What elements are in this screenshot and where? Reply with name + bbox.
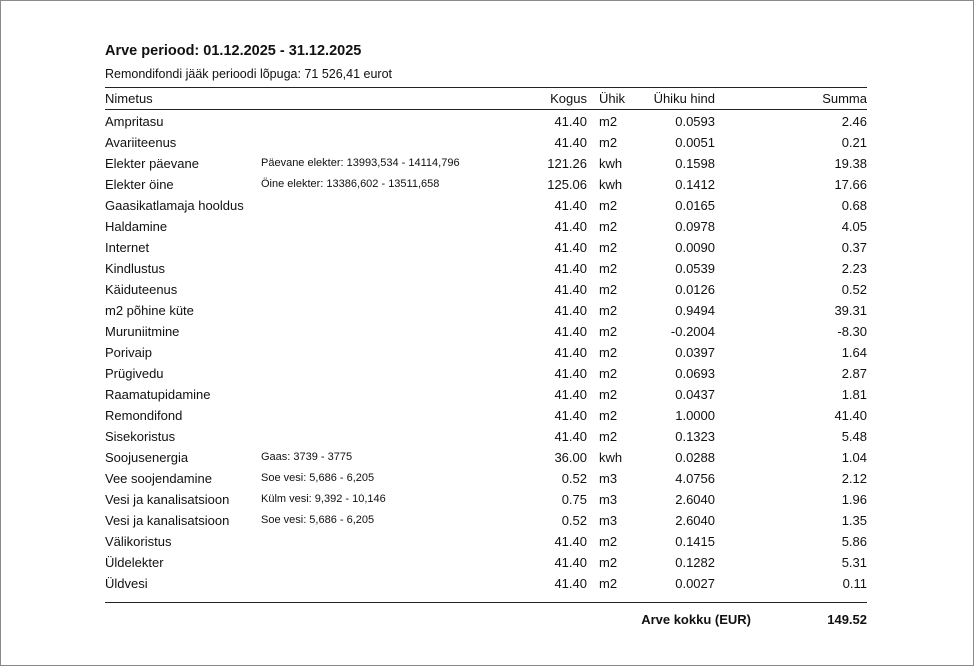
cell-unit: kwh (599, 450, 623, 465)
cell-price: 0.9494 (675, 303, 715, 318)
cell-sum: 0.52 (841, 282, 867, 297)
cell-qty: 41.40 (554, 534, 587, 549)
table-row (105, 573, 867, 594)
table-row (105, 552, 867, 573)
cell-price: 0.0126 (675, 282, 715, 297)
cell-unit: kwh (599, 156, 623, 171)
cell-sum: 2.23 (841, 261, 867, 276)
cell-qty: 41.40 (554, 387, 587, 402)
cell-unit: m2 (599, 387, 618, 402)
cell-name: Üldvesi (105, 576, 148, 591)
cell-name: Remondifond (105, 408, 183, 423)
cell-sum: 19.38 (834, 156, 867, 171)
table-row (105, 510, 867, 531)
cell-sum: 5.86 (841, 534, 867, 549)
cell-sum: 4.05 (841, 219, 867, 234)
cell-name: Üldelekter (105, 555, 164, 570)
cell-name: Sisekoristus (105, 429, 176, 444)
table-row (105, 216, 867, 237)
cell-name: Vesi ja kanalisatsioon (105, 513, 230, 528)
cell-unit: m2 (599, 282, 618, 297)
column-header-unit: Ühik (599, 91, 626, 106)
cell-qty: 36.00 (554, 450, 587, 465)
cell-qty: 41.40 (554, 219, 587, 234)
cell-unit: m2 (599, 114, 618, 129)
cell-name: m2 põhine küte (105, 303, 194, 318)
cell-name: Vee soojendamine (105, 471, 212, 486)
table-row (105, 363, 867, 384)
cell-price: -0.2004 (670, 324, 715, 339)
repair-fund-balance: Remondifondi jääk perioodi lõpuga: 71 526,41 eurot (105, 67, 393, 81)
cell-note: Külm vesi: 9,392 - 10,146 (261, 493, 386, 505)
cell-name: Gaasikatlamaja hooldus (105, 198, 244, 213)
cell-unit: m2 (599, 261, 618, 276)
table-row (105, 447, 867, 468)
cell-price: 2.6040 (675, 492, 715, 507)
cell-name: Elekter päevane (105, 156, 199, 171)
table-body (105, 110, 867, 594)
cell-qty: 41.40 (554, 324, 587, 339)
cell-price: 0.0165 (675, 198, 715, 213)
table-row (105, 237, 867, 258)
cell-sum: 0.11 (842, 576, 867, 591)
table-row (105, 321, 867, 342)
cell-qty: 41.40 (554, 429, 587, 444)
table-row (105, 300, 867, 321)
cell-qty: 0.52 (561, 513, 587, 528)
cell-name: Elekter öine (105, 177, 174, 192)
cell-unit: m2 (599, 303, 618, 318)
cell-sum: 0.68 (841, 198, 867, 213)
table-row (105, 405, 867, 426)
cell-qty: 125.06 (547, 177, 587, 192)
cell-unit: m2 (599, 366, 618, 381)
cell-qty: 41.40 (554, 135, 587, 150)
cell-price: 0.1412 (675, 177, 715, 192)
cell-price: 0.1598 (675, 156, 715, 171)
table-header (105, 88, 867, 109)
cell-note: Päevane elekter: 13993,534 - 14114,796 (261, 157, 460, 169)
cell-price: 0.0027 (675, 576, 715, 591)
cell-unit: m2 (599, 345, 618, 360)
column-header-name: Nimetus (105, 91, 153, 106)
cell-unit: m2 (599, 555, 618, 570)
table-row (105, 153, 867, 174)
invoice-content (105, 42, 867, 637)
cell-qty: 41.40 (554, 576, 587, 591)
cell-qty: 121.26 (547, 156, 587, 171)
cell-qty: 41.40 (554, 345, 587, 360)
cell-name: Käiduteenus (105, 282, 178, 297)
cell-qty: 41.40 (554, 303, 587, 318)
cell-qty: 41.40 (554, 198, 587, 213)
cell-name: Internet (105, 240, 150, 255)
cell-name: Ampritasu (105, 114, 164, 129)
cell-qty: 0.52 (561, 471, 587, 486)
cell-name: Raamatupidamine (105, 387, 211, 402)
table-row (105, 489, 867, 510)
cell-name: Avariiteenus (105, 135, 177, 150)
cell-sum: 41.40 (834, 408, 867, 423)
cell-name: Vesi ja kanalisatsioon (105, 492, 230, 507)
cell-price: 1.0000 (675, 408, 715, 423)
cell-unit: m2 (599, 576, 618, 591)
cell-qty: 0.75 (561, 492, 587, 507)
cell-sum: 2.87 (841, 366, 867, 381)
cell-price: 0.0288 (675, 450, 715, 465)
cell-qty: 41.40 (554, 240, 587, 255)
cell-price: 0.1415 (675, 534, 715, 549)
cell-note: Soe vesi: 5,686 - 6,205 (261, 472, 375, 484)
table-row (105, 111, 867, 132)
table-row (105, 279, 867, 300)
table-row (105, 384, 867, 405)
cell-name: Kindlustus (105, 261, 165, 276)
cell-unit: m2 (599, 198, 618, 213)
total-value: 149.52 (827, 612, 867, 627)
cell-price: 0.0090 (675, 240, 715, 255)
cell-sum: 5.48 (841, 429, 867, 444)
table-row (105, 342, 867, 363)
cell-price: 0.0693 (675, 366, 715, 381)
cell-qty: 41.40 (554, 282, 587, 297)
table-row (105, 531, 867, 552)
cell-qty: 41.40 (554, 408, 587, 423)
cell-qty: 41.40 (554, 555, 587, 570)
cell-sum: 1.96 (841, 492, 867, 507)
invoice-period-title: Arve periood: 01.12.2025 - 31.12.2025 (105, 43, 362, 59)
column-header-sum: Summa (822, 91, 867, 106)
cell-name: Haldamine (105, 219, 168, 234)
cell-sum: 1.04 (841, 450, 867, 465)
cell-sum: 1.64 (841, 345, 867, 360)
cell-sum: 1.35 (841, 513, 867, 528)
column-header-price: Ühiku hind (653, 91, 715, 106)
cell-sum: 2.46 (841, 114, 867, 129)
cell-qty: 41.40 (554, 114, 587, 129)
cell-name: Prügivedu (105, 366, 164, 381)
cell-price: 4.0756 (675, 471, 715, 486)
cell-unit: m2 (599, 408, 618, 423)
table-row (105, 426, 867, 447)
cell-price: 0.0593 (675, 114, 715, 129)
cell-note: Öine elekter: 13386,602 - 13511,658 (261, 178, 440, 190)
table-row (105, 258, 867, 279)
cell-unit: m3 (599, 471, 618, 486)
cell-price: 0.0051 (675, 135, 715, 150)
cell-sum: 2.12 (841, 471, 867, 486)
cell-note: Gaas: 3739 - 3775 (261, 451, 353, 463)
cell-price: 2.6040 (675, 513, 715, 528)
table-row (105, 174, 867, 195)
cell-unit: m2 (599, 135, 618, 150)
cell-name: Soojusenergia (105, 450, 189, 465)
cell-sum: -8.30 (837, 324, 867, 339)
cell-price: 0.0397 (675, 345, 715, 360)
cell-price: 0.0539 (675, 261, 715, 276)
cell-sum: 0.21 (841, 135, 867, 150)
cell-unit: m2 (599, 324, 618, 339)
total-label: Arve kokku (EUR) (641, 612, 751, 627)
cell-note: Soe vesi: 5,686 - 6,205 (261, 514, 375, 526)
table-row (105, 468, 867, 489)
cell-sum: 17.66 (834, 177, 867, 192)
table-row (105, 195, 867, 216)
totals-row (105, 603, 867, 637)
cell-price: 0.1323 (675, 429, 715, 444)
cell-price: 0.0978 (675, 219, 715, 234)
cell-unit: m2 (599, 534, 618, 549)
cell-unit: m2 (599, 240, 618, 255)
cell-price: 0.0437 (675, 387, 715, 402)
cell-unit: kwh (599, 177, 623, 192)
cell-unit: m3 (599, 513, 618, 528)
cell-unit: m3 (599, 492, 618, 507)
cell-unit: m2 (599, 219, 618, 234)
cell-sum: 1.81 (841, 387, 867, 402)
cell-name: Muruniitmine (105, 324, 180, 339)
column-header-qty: Kogus (550, 91, 587, 106)
cell-qty: 41.40 (554, 261, 587, 276)
cell-price: 0.1282 (675, 555, 715, 570)
cell-qty: 41.40 (554, 366, 587, 381)
cell-name: Välikoristus (105, 534, 172, 549)
cell-sum: 0.37 (841, 240, 867, 255)
cell-sum: 5.31 (841, 555, 867, 570)
cell-unit: m2 (599, 429, 618, 444)
cell-name: Porivaip (105, 345, 152, 360)
table-row (105, 132, 867, 153)
cell-sum: 39.31 (834, 303, 867, 318)
